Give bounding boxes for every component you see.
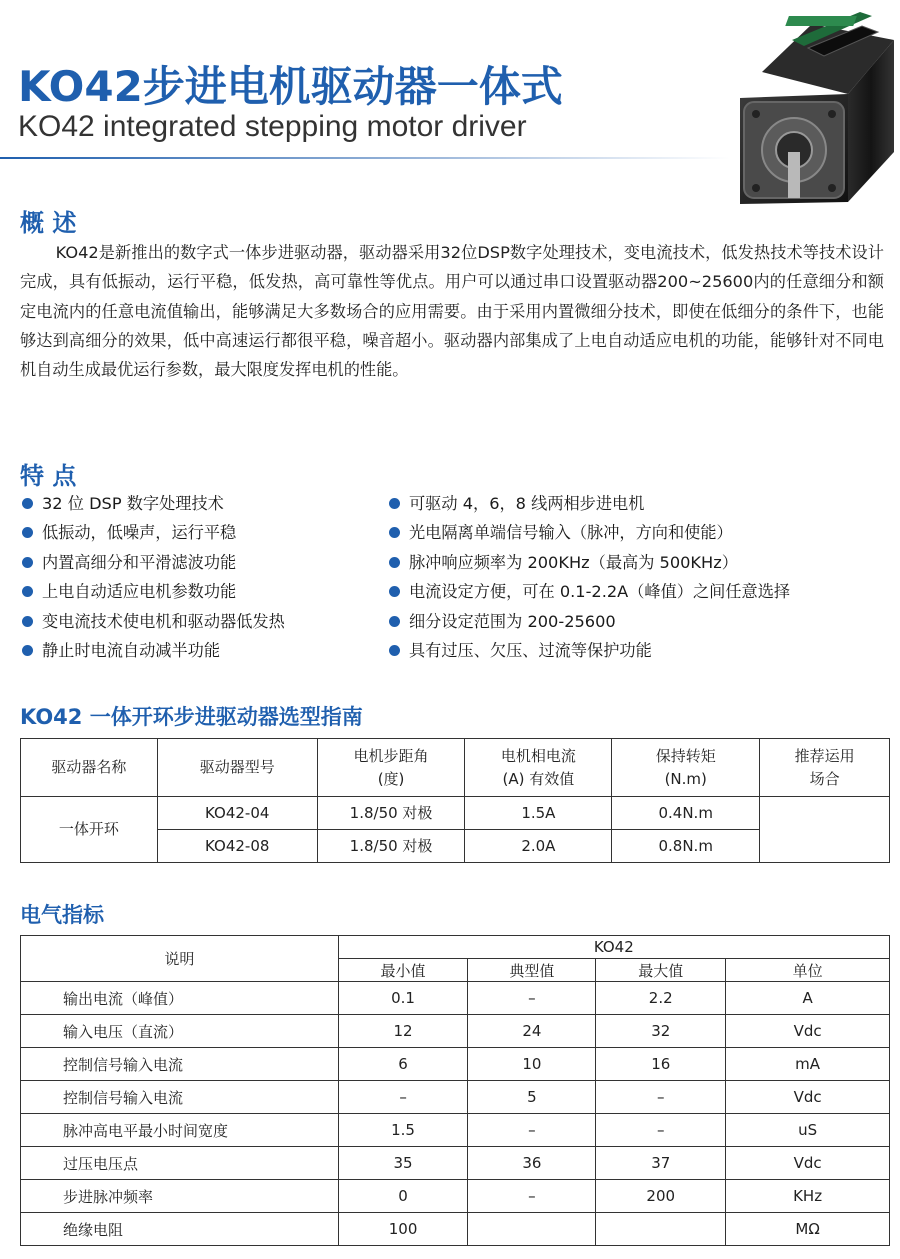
overview-heading: 概 述 [20, 209, 77, 237]
header-divider [0, 157, 730, 159]
table-cell: – [596, 1114, 726, 1147]
overview-paragraph: KO42是新推出的数字式一体步进驱动器，驱动器采用32位DSP数字处理技术，变电流技术，低发热技术等技术设计完成，具有低振动，运行平稳，低发热，高可靠性等优点。用户可以通过串口设置驱动器200~25600内的任意细分和额定电流内的任意电流值输出，能够满足大多数场合的应用需要。由于采用内置微细分技术，即使在低细分的条件下，也能够达到高细分的效果，低中高速运行都很平稳，噪音超小。驱动器内部集成了上电自动适应电机的功能，能够针对不同电机自动生成最优运行参数，最大限度发挥电机的性能。 [20, 243, 884, 380]
table-cell: 0.4N.m [612, 797, 760, 830]
feature-item: 光电隔离单端信号输入（脉冲，方向和使能） [389, 518, 790, 547]
table-row [21, 982, 890, 1015]
bullet-icon [22, 645, 33, 656]
bullet-icon [389, 498, 400, 509]
table-cell: Vdc [726, 1015, 890, 1048]
page-title: KO42步进电机驱动器一体式 [18, 62, 563, 111]
features-heading: 特 点 [20, 462, 77, 490]
table-cell: KO42-08 [157, 830, 317, 863]
header-cell: 电机相电流 (A) 有效值 [465, 739, 612, 797]
table-row [21, 1114, 890, 1147]
table-cell [468, 1213, 596, 1246]
table-cell: uS [726, 1114, 890, 1147]
table-row [21, 1015, 890, 1048]
feature-item: 电流设定方便，可在 0.1-2.2A（峰值）之间任意选择 [389, 577, 790, 606]
features-list-right [389, 489, 790, 665]
feature-item: 上电自动适应电机参数功能 [22, 577, 285, 606]
bullet-icon [389, 616, 400, 627]
header-cell: KO42 [338, 936, 889, 959]
table-cell: KHz [726, 1180, 890, 1213]
table-cell: mA [726, 1048, 890, 1081]
motor-product-image [722, 2, 898, 208]
table-cell: 控制信号输入电流 [21, 1048, 339, 1081]
table-cell: Vdc [726, 1081, 890, 1114]
feature-item: 32 位 DSP 数字处理技术 [22, 489, 285, 518]
table-cell: 1.8/50 对极 [317, 797, 465, 830]
table-row [21, 1180, 890, 1213]
bullet-icon [22, 498, 33, 509]
table-cell: 10 [468, 1048, 596, 1081]
table-row [21, 1081, 890, 1114]
table-cell: 200 [596, 1180, 726, 1213]
table-cell: 输入电压（直流） [21, 1015, 339, 1048]
table-cell: 2.0A [465, 830, 612, 863]
header-cell: 驱动器名称 [21, 739, 158, 797]
table-cell: 6 [338, 1048, 468, 1081]
table-cell: A [726, 982, 890, 1015]
table-row [21, 797, 890, 830]
header-cell: 电机步距角 (度) [317, 739, 465, 797]
feature-item: 可驱动 4，6，8 线两相步进电机 [389, 489, 790, 518]
table-cell: 35 [338, 1147, 468, 1180]
table-cell: – [338, 1081, 468, 1114]
header-cell: 推荐运用 场合 [760, 739, 890, 797]
table-row [21, 1213, 890, 1246]
table-cell: 脉冲高电平最小时间宽度 [21, 1114, 339, 1147]
table-cell: 100 [338, 1213, 468, 1246]
header-cell: 说明 [21, 936, 339, 982]
feature-item: 具有过压、欠压、过流等保护功能 [389, 636, 790, 665]
table-header-row [21, 936, 890, 959]
table-cell: – [468, 1114, 596, 1147]
header-cell: 保持转矩 (N.m) [612, 739, 760, 797]
table-cell: 0 [338, 1180, 468, 1213]
selection-table [20, 738, 890, 863]
table-cell: 步进脉冲频率 [21, 1180, 339, 1213]
feature-item: 变电流技术使电机和驱动器低发热 [22, 607, 285, 636]
table-cell: Vdc [726, 1147, 890, 1180]
header-cell: 驱动器型号 [157, 739, 317, 797]
feature-item: 细分设定范围为 200-25600 [389, 607, 790, 636]
table-cell: 36 [468, 1147, 596, 1180]
table-cell: 1.8/50 对极 [317, 830, 465, 863]
table-row [21, 1147, 890, 1180]
selection-guide-heading: KO42 一体开环步进驱动器选型指南 [20, 705, 363, 729]
header-cell: 单位 [726, 959, 890, 982]
features-list-left [22, 489, 285, 665]
header-cell: 典型值 [468, 959, 596, 982]
page-subtitle: KO42 integrated stepping motor driver [18, 110, 527, 143]
header-cell: 最大值 [596, 959, 726, 982]
table-cell: 0.8N.m [612, 830, 760, 863]
table-cell: MΩ [726, 1213, 890, 1246]
table-cell: 32 [596, 1015, 726, 1048]
bullet-icon [22, 586, 33, 597]
table-cell: 5 [468, 1081, 596, 1114]
header-cell: 最小值 [338, 959, 468, 982]
application-cell [760, 797, 890, 863]
table-cell: 1.5A [465, 797, 612, 830]
table-cell: 过压电压点 [21, 1147, 339, 1180]
table-cell: 0.1 [338, 982, 468, 1015]
table-cell: 12 [338, 1015, 468, 1048]
table-header-row [21, 739, 890, 797]
bullet-icon [389, 645, 400, 656]
bullet-icon [389, 527, 400, 538]
table-cell: 输出电流（峰值） [21, 982, 339, 1015]
electrical-specs-table [20, 935, 890, 1246]
group-cell: 一体开环 [21, 797, 158, 863]
bullet-icon [22, 557, 33, 568]
table-cell: 绝缘电阻 [21, 1213, 339, 1246]
feature-item: 低振动，低噪声，运行平稳 [22, 518, 285, 547]
table-cell: – [468, 1180, 596, 1213]
table-cell: 24 [468, 1015, 596, 1048]
table-cell: 1.5 [338, 1114, 468, 1147]
table-cell: 2.2 [596, 982, 726, 1015]
table-row [21, 1048, 890, 1081]
table-cell: KO42-04 [157, 797, 317, 830]
table-cell: – [468, 982, 596, 1015]
table-cell [596, 1213, 726, 1246]
table-cell: 16 [596, 1048, 726, 1081]
bullet-icon [22, 527, 33, 538]
electrical-specs-heading: 电气指标 [20, 903, 104, 927]
feature-item: 脉冲响应频率为 200KHz（最高为 500KHz） [389, 548, 790, 577]
table-cell: 控制信号输入电流 [21, 1081, 339, 1114]
feature-item: 静止时电流自动减半功能 [22, 636, 285, 665]
feature-item: 内置高细分和平滑滤波功能 [22, 548, 285, 577]
bullet-icon [389, 557, 400, 568]
table-cell: 37 [596, 1147, 726, 1180]
bullet-icon [22, 616, 33, 627]
table-cell: – [596, 1081, 726, 1114]
bullet-icon [389, 586, 400, 597]
